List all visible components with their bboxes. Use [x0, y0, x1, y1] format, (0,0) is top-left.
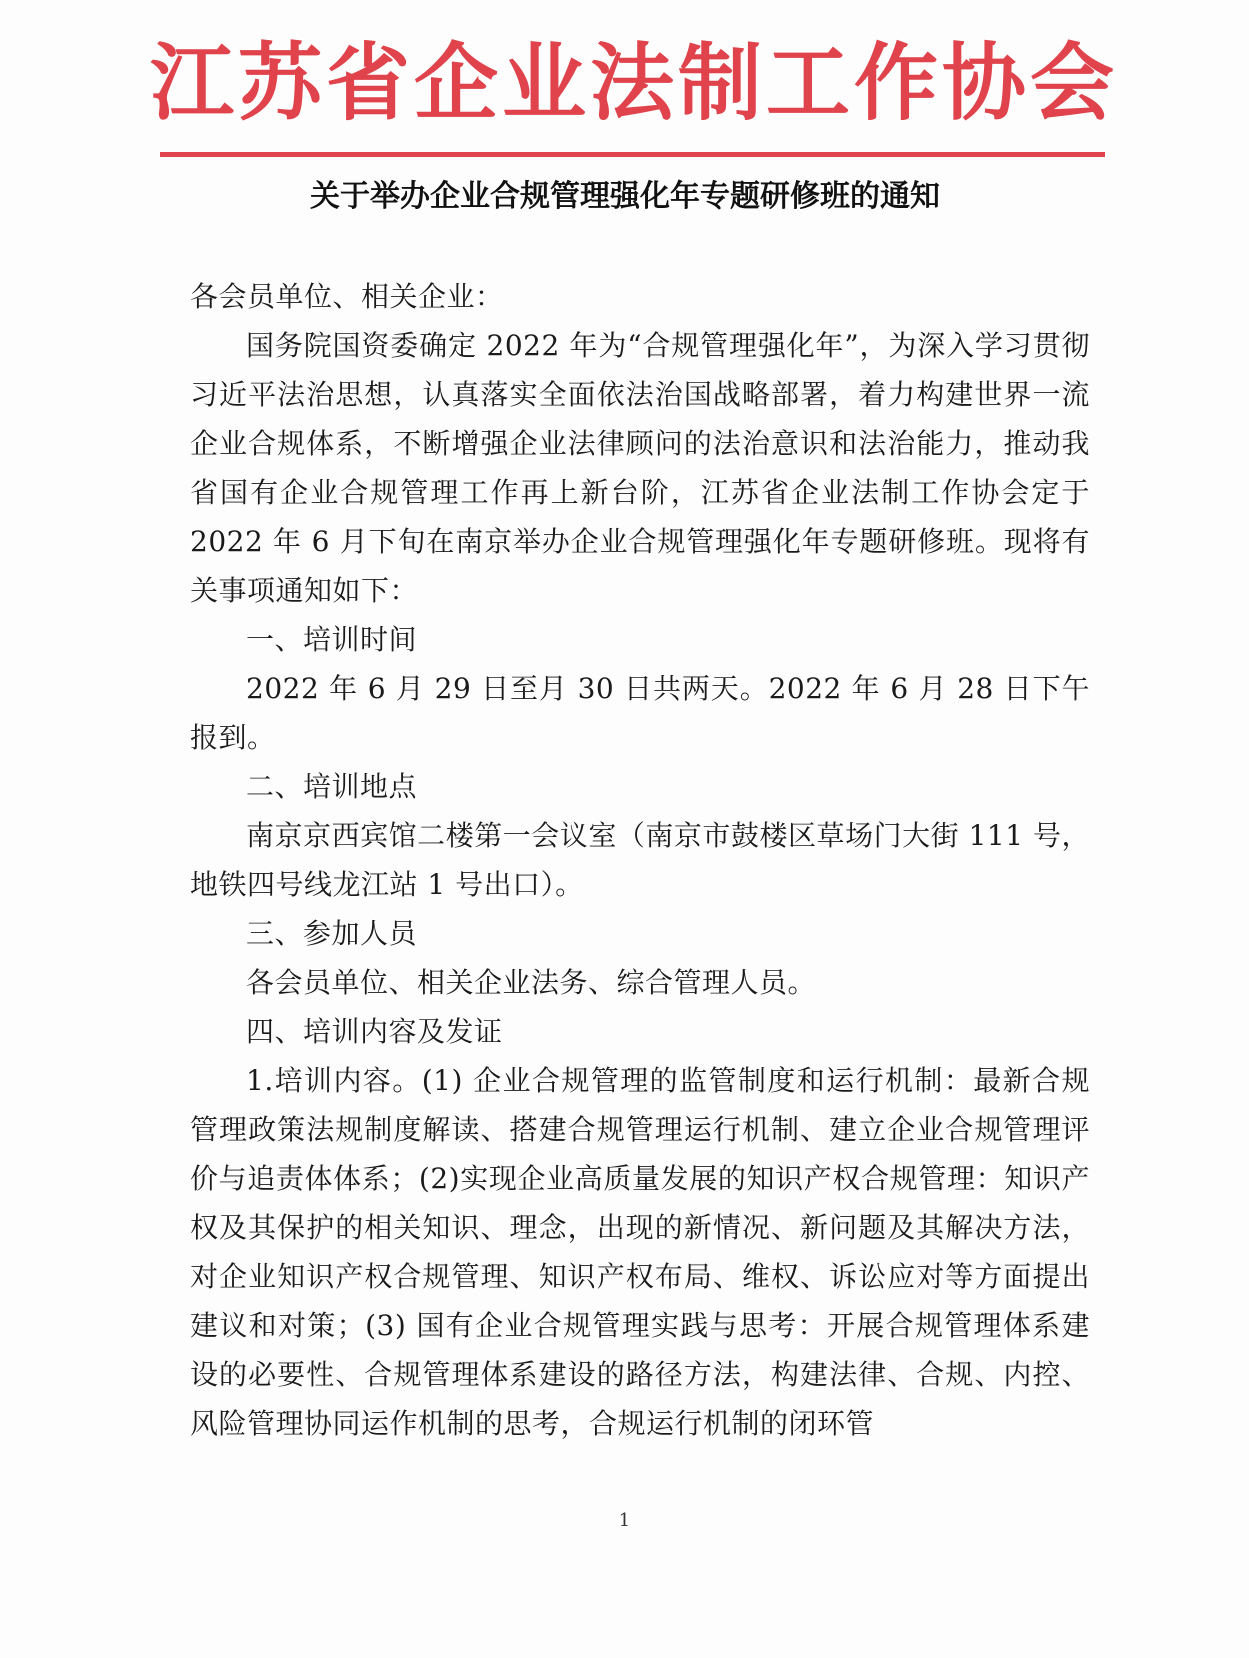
- section-heading-participants: 三、参加人员: [246, 917, 418, 950]
- document-title: 关于举办企业合规管理强化年专题研修班的通知: [310, 179, 940, 214]
- section-content-participants: 各会员单位、相关企业法务、综合管理人员。: [246, 966, 817, 999]
- letterhead-divider: [160, 152, 1105, 157]
- section-heading-location: 二、培训地点: [246, 770, 418, 803]
- intro-paragraph: 国务院国资委确定 2022 年为“合规管理强化年”，为深入学习贯彻习近平法治思想，认真落实全面依法治国战略部署，着力构建世界一流企业合规体系，不断增强企业法律顾问的法治意识和法治能力，推动我省国有企业合规管理工作再上新台阶，江苏省企业法制工作协会定于 2022 年 6 月下旬在南京举办企业合规管理强化年专题研修班。现将有关事项通知如下：: [190, 329, 1090, 607]
- salutation: 各会员单位、相关企业：: [190, 280, 504, 313]
- section-heading-content: 四、培训内容及发证: [246, 1015, 503, 1048]
- page-number: 1: [618, 1510, 631, 1531]
- section-content-time: 2022 年 6 月 29 日至月 30 日共两天。2022 年 6 月 28 日下午报到。: [190, 672, 1090, 754]
- section-content-location: 南京京西宾馆二楼第一会议室（南京市鼓楼区草场门大街 111 号，地铁四号线龙江站 1 号出口）。: [190, 819, 1090, 901]
- organization-letterhead: 江苏省企业法制工作协会: [150, 34, 1119, 132]
- document-body: [190, 272, 1090, 1448]
- section-content-training: 1.培训内容。(1) 企业合规管理的监管制度和运行机制：最新合规管理政策法规制度解读、搭建合规管理运行机制、建立企业合规管理评价与追责体体系；(2)实现企业高质量发展的知识产权合规管理：知识产权及其保护的相关知识、理念，出现的新情况、新问题及其解决方法，对企业知识产权合规管理、知识产权布局、维权、诉讼应对等方面提出建议和对策；(3) 国有企业合规管理实践与思考：开展合规管理体系建设的必要性、合规管理体系建设的路径方法，构建法律、合规、内控、风险管理协同运作机制的思考，合规运行机制的闭环管: [190, 1064, 1090, 1440]
- section-heading-time: 一、培训时间: [246, 623, 418, 656]
